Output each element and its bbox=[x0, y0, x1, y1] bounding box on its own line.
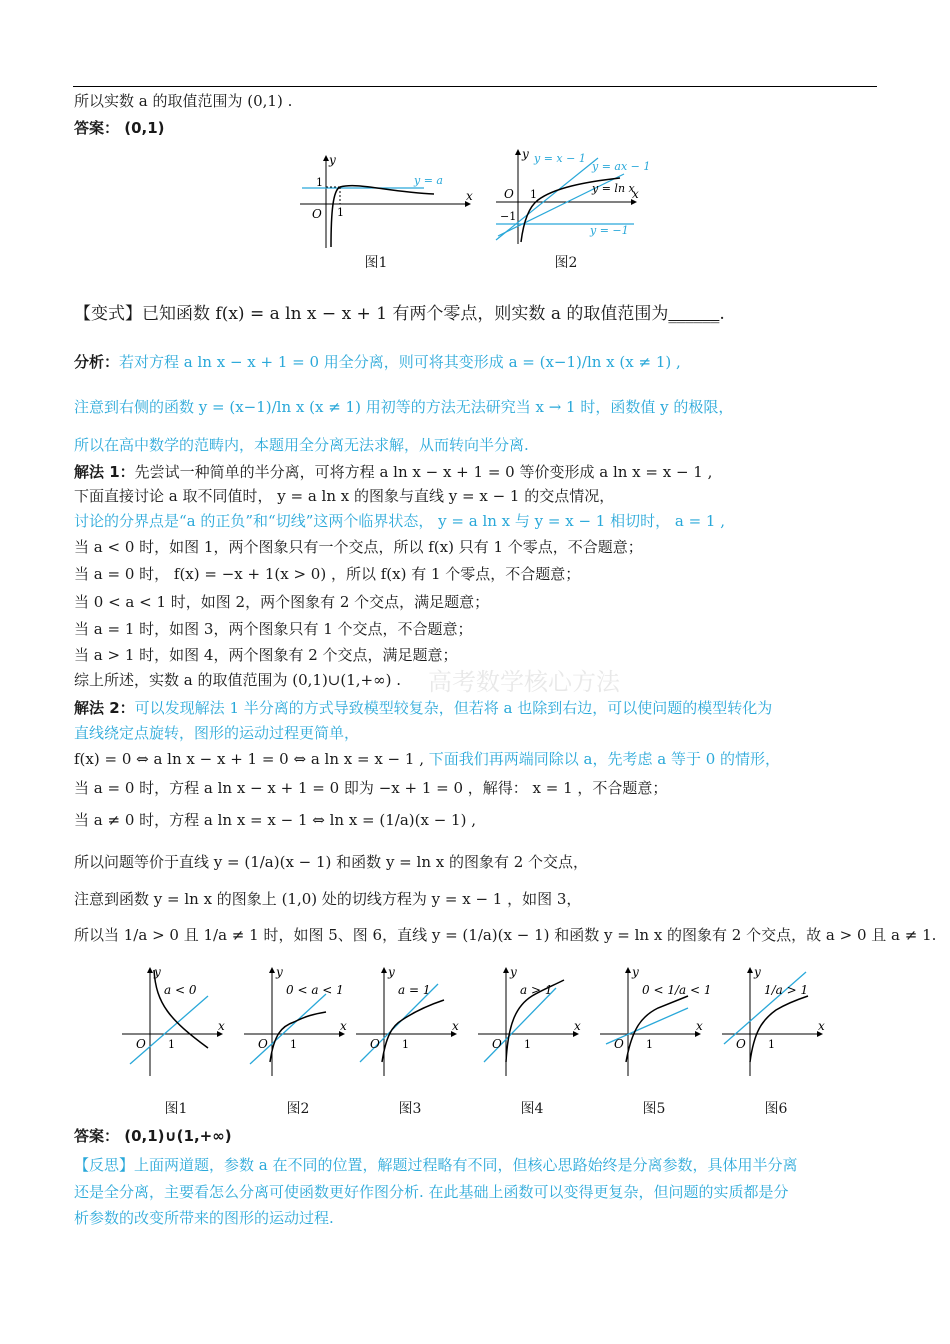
figure-caption: 图5 bbox=[642, 1101, 666, 1117]
sol1-line-6: 当 0 < a < 1 时，如图 2，两个图象有 2 个交点，满足题意； bbox=[74, 593, 490, 611]
caption-top-1: 图1 bbox=[364, 255, 388, 271]
figure-4 bbox=[476, 964, 586, 1084]
sol1-line-5: 当 a = 0 时， f(x) = −x + 1(x > 0) ，所以 f(x) 有 1 个零点，不合题意； bbox=[74, 565, 581, 583]
sol2-line-3 bbox=[74, 750, 780, 768]
origin-label: O bbox=[136, 1037, 146, 1051]
curve bbox=[331, 186, 434, 247]
tick-1: 1 bbox=[524, 1038, 531, 1051]
axis-y-label: y bbox=[522, 147, 529, 161]
tick-1-x: 1 bbox=[337, 206, 344, 219]
tick-1: 1 bbox=[530, 188, 537, 201]
axis-y-label: y bbox=[510, 965, 517, 979]
analysis-line-2: 注意到右侧的函数 y = (x−1)/ln x (x ≠ 1) 用初等的方法无法研究当 x → 1 时，函数值 y 的极限， bbox=[74, 398, 734, 416]
sol2-label: 解法 2： bbox=[74, 699, 135, 717]
sol2-text-1: 可以发现解法 1 半分离的方式导致模型较复杂，但若将 a 也除到右边，可以使问题的模型转化为 bbox=[134, 699, 773, 717]
figure-1 bbox=[120, 964, 230, 1084]
axis-y-label: y bbox=[329, 153, 336, 167]
axis-y-label: y bbox=[632, 965, 639, 979]
figure-caption: 图2 bbox=[286, 1101, 310, 1117]
sol1-line-7: 当 a = 1 时，如图 3，两个图象只有 1 个交点，不合题意； bbox=[74, 620, 473, 638]
label-ln: y = ln x bbox=[592, 182, 635, 195]
figure-condition: a = 1 bbox=[398, 983, 431, 997]
top-figure-1 bbox=[298, 152, 478, 252]
reflect-tag: 【反思】 bbox=[74, 1156, 135, 1174]
sol2-line-7: 注意到函数 y = ln x 的图象上 (1,0) 处的切线方程为 y = x − 1 ，如图 3， bbox=[74, 890, 582, 908]
sol1-line-3: 讨论的分界点是“a 的正负”和“切线”这两个临界状态， y = a ln x 与 y = x − 1 相切时， a = 1 , bbox=[74, 512, 726, 530]
log-curve bbox=[626, 996, 688, 1062]
axis-y-label: y bbox=[754, 965, 761, 979]
origin-label: O bbox=[312, 207, 322, 221]
sol2-line-4: 当 a = 0 时，方程 a ln x − x + 1 = 0 即为 −x + 1 = 0 ，解得： x = 1 ，不合题意； bbox=[74, 779, 668, 797]
line-label: y = a bbox=[414, 174, 443, 187]
reflect-text-1: 上面两道题，参数 a 在不同的位置，解题过程略有不同，但核心思路始终是分离参数，具体用半分离 bbox=[134, 1156, 798, 1174]
origin-label: O bbox=[504, 187, 514, 201]
analysis-text-1: 若对方程 a ln x − x + 1 = 0 用全分离，则可将其变形成 a = (x−1)/ln x (x ≠ 1) , bbox=[119, 353, 681, 371]
figure-condition: 1/a > 1 bbox=[764, 983, 809, 997]
log-curve bbox=[750, 996, 808, 1062]
axis-x-label: x bbox=[218, 1019, 225, 1033]
tick-neg-1: −1 bbox=[500, 210, 517, 223]
label-line-ax-1: y = ax − 1 bbox=[592, 160, 651, 173]
figure-condition: a > 1 bbox=[520, 983, 553, 997]
reflect-line-1 bbox=[74, 1156, 798, 1174]
origin-label: O bbox=[492, 1037, 502, 1051]
origin-label: O bbox=[370, 1037, 380, 1051]
sol1-text-1: 先尝试一种简单的半分离，可将方程 a ln x − x + 1 = 0 等价变形成 a ln x = x − 1 , bbox=[134, 463, 713, 481]
analysis-line-3: 所以在高中数学的范畴内，本题用全分离无法求解，从而转向半分离. bbox=[74, 436, 529, 454]
tick-1: 1 bbox=[290, 1038, 297, 1051]
axis-x-label: x bbox=[452, 1019, 459, 1033]
sol2-line-2: 直线绕定点旋转，图形的运动过程更简单， bbox=[74, 724, 360, 742]
origin-label: O bbox=[258, 1037, 268, 1051]
sol2-line-5: 当 a ≠ 0 时，方程 a ln x = x − 1 ⇔ ln x = (1/a)(x − 1) , bbox=[74, 811, 476, 829]
figure-3 bbox=[354, 964, 464, 1084]
axis-x-label: x bbox=[574, 1019, 581, 1033]
sol1-line-4: 当 a < 0 时，如图 1，两个图象只有一个交点，所以 f(x) 只有 1 个零点，不合题意； bbox=[74, 538, 643, 556]
sol1-line-1 bbox=[74, 463, 712, 481]
figure-caption: 图6 bbox=[764, 1101, 788, 1117]
sol2-text-3b: 下面我们再两端同除以 a，先考虑 a 等于 0 的情形， bbox=[428, 750, 781, 768]
origin-label: O bbox=[736, 1037, 746, 1051]
figure-condition: 0 < 1/a < 1 bbox=[642, 983, 712, 997]
figure-caption: 图4 bbox=[520, 1101, 544, 1117]
axis-x-label: x bbox=[632, 187, 639, 201]
analysis-label: 分析： bbox=[74, 353, 120, 371]
answer-2: 答案： (0,1)∪(1,+∞) bbox=[74, 1127, 232, 1145]
watermark: 高考数学核心方法 bbox=[428, 668, 620, 696]
variant-end: . bbox=[719, 304, 725, 324]
variant-line bbox=[74, 305, 725, 323]
label-line-x-1: y = x − 1 bbox=[534, 152, 586, 165]
tick-1-y: 1 bbox=[316, 176, 323, 189]
reflect-line-2: 还是全分离，主要看怎么分离可使函数更好作图分析. 在此基础上函数可以变得更复杂，但问题的实质都是分 bbox=[74, 1183, 789, 1201]
sol2-text-3a: f(x) = 0 ⇔ a ln x − x + 1 = 0 ⇔ a ln x = x − 1 , bbox=[74, 750, 424, 768]
axis-y-label: y bbox=[154, 965, 161, 979]
sol2-line-6: 所以问题等价于直线 y = (1/a)(x − 1) 和函数 y = ln x 的图象有 2 个交点， bbox=[74, 853, 589, 871]
origin-label: O bbox=[614, 1037, 624, 1051]
label-neg-1: y = −1 bbox=[590, 224, 629, 237]
axis-y-label: y bbox=[388, 965, 395, 979]
figure-condition: 0 < a < 1 bbox=[286, 983, 344, 997]
variant-tag: 【变式】 bbox=[74, 304, 142, 324]
sol1-label: 解法 1： bbox=[74, 463, 135, 481]
sol2-line-1 bbox=[74, 699, 772, 717]
conclusion-line: 所以实数 a 的取值范围为 (0,1) . bbox=[74, 92, 293, 110]
variant-blank: ______ bbox=[668, 304, 720, 324]
variant-text: 已知函数 f(x) = a ln x − x + 1 有两个零点，则实数 a 的取值范围为 bbox=[142, 304, 669, 324]
analysis-line-1 bbox=[74, 353, 681, 371]
tick-1: 1 bbox=[402, 1038, 409, 1051]
figure-caption: 图3 bbox=[398, 1101, 422, 1117]
figure-caption: 图1 bbox=[164, 1101, 188, 1117]
axis-x-label: x bbox=[340, 1019, 347, 1033]
axis-y-label: y bbox=[276, 965, 283, 979]
tick-1: 1 bbox=[768, 1038, 775, 1051]
tick-1: 1 bbox=[168, 1038, 175, 1051]
tick-1: 1 bbox=[646, 1038, 653, 1051]
caption-top-2: 图2 bbox=[554, 255, 578, 271]
tangent-line bbox=[250, 994, 326, 1064]
figure-5 bbox=[598, 964, 712, 1084]
answer-1: 答案： (0,1) bbox=[74, 119, 165, 137]
tangent-line bbox=[130, 996, 208, 1064]
figure-6 bbox=[720, 964, 830, 1084]
reflect-line-3: 析参数的改变所带来的图形的运动过程. bbox=[74, 1209, 334, 1227]
top-rule bbox=[73, 86, 877, 87]
sol1-line-8: 当 a > 1 时，如图 4，两个图象有 2 个交点，满足题意； bbox=[74, 646, 458, 664]
axis-x-label: x bbox=[466, 189, 473, 203]
sol2-line-8: 所以当 1/a > 0 且 1/a ≠ 1 时，如图 5、图 6，直线 y = (1/a)(x − 1) 和函数 y = ln x 的图象有 2 个交点，故 a > 0 且 a ≠ 1. bbox=[74, 926, 937, 944]
sol1-line-9: 综上所述，实数 a 的取值范围为 (0,1)∪(1,+∞) . bbox=[74, 671, 401, 689]
top-figure-2 bbox=[494, 148, 664, 248]
axis-x-label: x bbox=[696, 1019, 703, 1033]
figure-condition: a < 0 bbox=[164, 983, 197, 997]
sol1-line-2: 下面直接讨论 a 取不同值时， y = a ln x 的图象与直线 y = x − 1 的交点情况， bbox=[74, 487, 615, 505]
axis-x-label: x bbox=[818, 1019, 825, 1033]
figure-2 bbox=[242, 964, 352, 1084]
